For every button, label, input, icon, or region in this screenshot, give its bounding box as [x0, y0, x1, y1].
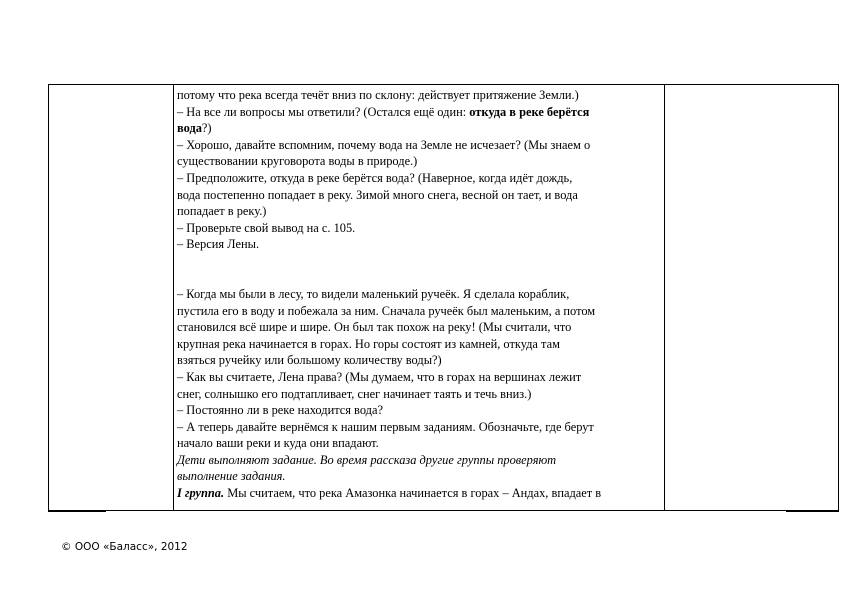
text-run: становился всё шире и шире. Он был так похож на реку! (Мы считали, что — [177, 320, 572, 335]
text-run: потому что река всегда течёт вниз по склону: действует притяжение Земли.) — [177, 88, 579, 102]
text-run: – Хорошо, давайте вспомним, почему вода на Земле не исчезает? (Мы знаем о — [177, 137, 591, 152]
text-run: – Как вы считаете, Лена права? (Мы думаем, что в горах на вершинах лежит — [177, 369, 582, 384]
table-bottom-accent-left — [48, 510, 106, 512]
text-line — [177, 336, 661, 353]
lesson-table — [48, 84, 839, 511]
text-run: Дети выполняют задание. Во время рассказа другие группы проверяют — [177, 452, 557, 467]
blank-gap — [177, 253, 661, 286]
text-run: начало ваши реки и куда они впадают. — [177, 436, 379, 451]
text-run: Мы считаем, что река Амазонка начинается в горах – Андах, впадает в — [224, 486, 602, 501]
text-run: – Постоянно ли в реке находится вода? — [177, 403, 383, 418]
text-run: – Предположите, откуда в реке берётся вода? (Наверное, когда идёт дождь, — [177, 170, 573, 185]
text-run: попадает в реку.) — [177, 204, 267, 219]
copyright-footer: © ООО «Баласс», 2012 — [61, 541, 188, 553]
text-run: – Когда мы были в лесу, то видели маленький ручеёк. Я сделала кораблик, — [177, 286, 570, 301]
text-line — [177, 386, 661, 403]
text-line — [177, 104, 661, 121]
text-line — [177, 319, 661, 336]
text-line — [177, 303, 661, 320]
text-line — [177, 220, 661, 237]
text-run: вода — [177, 121, 202, 136]
text-line — [177, 187, 661, 204]
text-line — [177, 468, 661, 485]
column-divider-1 — [173, 85, 174, 510]
table-border-right — [838, 85, 839, 510]
text-run: выполнение задания. — [177, 469, 286, 484]
text-run: существовании круговорота воды в природе.) — [177, 154, 418, 169]
lesson-text-cell — [177, 87, 661, 502]
text-run: снег, солнышко его подтапливает, снег начинает таять и течь вниз.) — [177, 386, 532, 401]
text-line — [177, 87, 661, 104]
text-run: I группа. — [177, 486, 225, 501]
text-run: – Версия Лены. — [177, 237, 260, 252]
table-border-left — [48, 85, 49, 510]
text-line — [177, 203, 661, 220]
text-run: – На все ли вопросы мы ответили? (Остался ещё один: — [177, 104, 470, 119]
text-run: ?) — [201, 121, 212, 136]
column-divider-2 — [664, 85, 665, 510]
text-run: – А теперь давайте вернёмся к нашим первым заданиям. Обозначьте, где берут — [177, 419, 594, 434]
text-line — [177, 120, 661, 137]
text-run: крупная река начинается в горах. Но горы состоят из камней, откуда там — [177, 336, 560, 351]
text-line — [177, 153, 661, 170]
text-run: вода постепенно попадает в реку. Зимой много снега, весной он тает, и вода — [177, 187, 578, 202]
text-block-before-gap — [177, 87, 661, 253]
text-line — [177, 485, 661, 502]
text-line — [177, 236, 661, 253]
text-line — [177, 402, 661, 419]
text-block-after-gap — [177, 286, 661, 502]
text-line — [177, 170, 661, 187]
text-run: откуда в реке берётся — [469, 104, 590, 119]
text-line — [177, 452, 661, 469]
text-run: взяться ручейку или большому количеству воды?) — [177, 353, 442, 368]
text-line — [177, 419, 661, 436]
text-line — [177, 137, 661, 154]
text-run: – Проверьте свой вывод на с. 105. — [177, 220, 356, 235]
text-line — [177, 369, 661, 386]
text-run: пустила его в воду и побежала за ним. Сначала ручеёк был маленьким, а потом — [177, 303, 596, 318]
text-line — [177, 435, 661, 452]
table-bottom-accent-right — [786, 510, 839, 512]
text-line — [177, 352, 661, 369]
text-line — [177, 286, 661, 303]
